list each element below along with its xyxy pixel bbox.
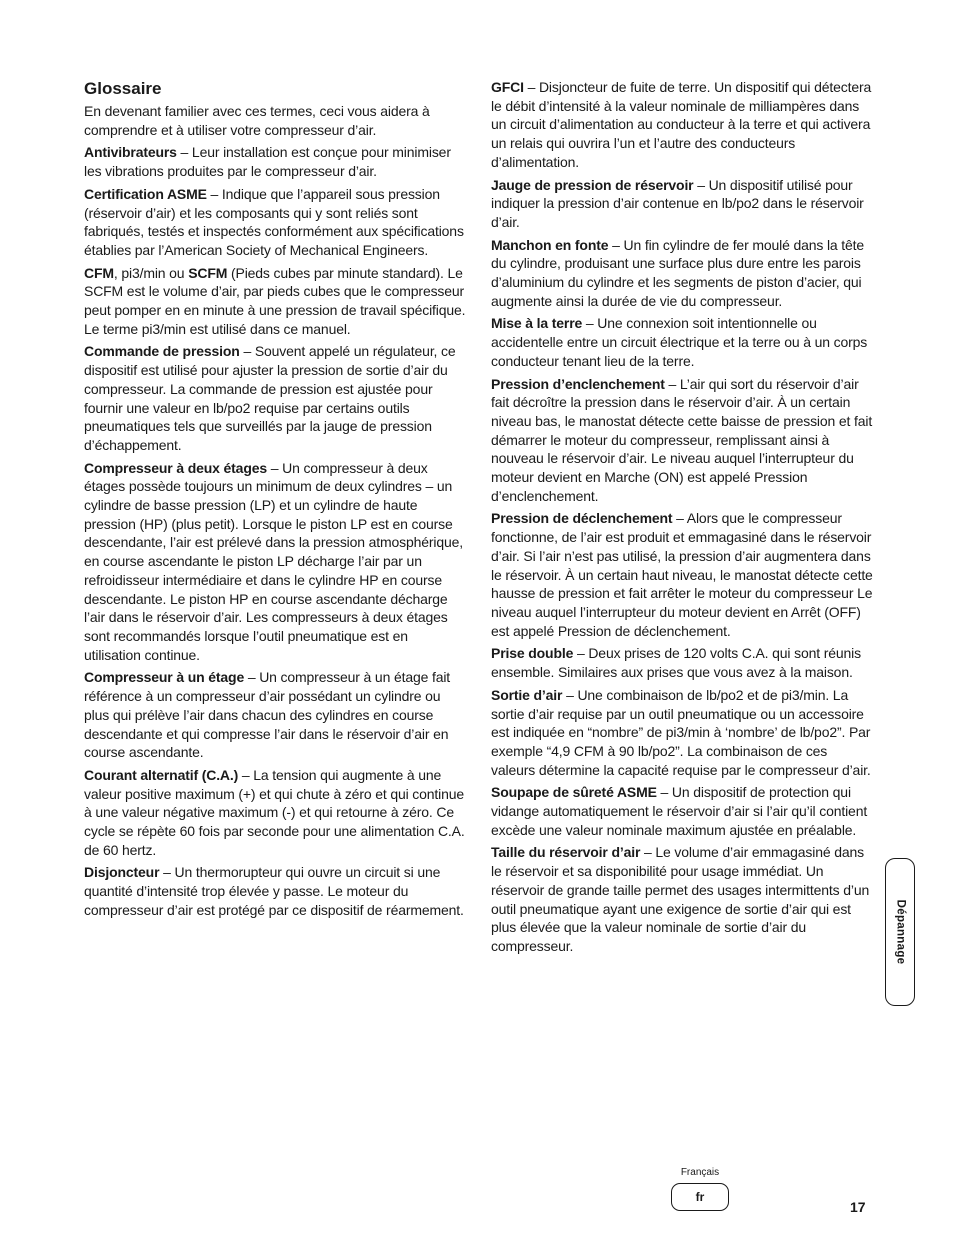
glossary-entry xyxy=(84,863,466,919)
glossary-term: CFM xyxy=(84,264,114,281)
glossary-definition: – Un thermorupteur qui ouvre un circuit si une quantité d’intensité trop élevée y passe. Le moteur du compresseur d’air est protégé par ce dispositif de réarmement. xyxy=(84,864,464,918)
side-tab-label: Dépannage xyxy=(894,899,906,965)
glossary-definition: – Une connexion soit intentionnelle ou accidentelle entre un circuit électrique et la terre ou à un corps conducteur tenant lieu de la terre. xyxy=(491,315,868,369)
glossary-intro: En devenant familier avec ces termes, ceci vous aidera à comprendre et à utiliser votre compresseur d’air. xyxy=(84,103,430,138)
glossary-entry xyxy=(491,176,873,232)
glossary-definition: – Un compresseur à deux étages possède toujours un minimum de deux cylindres – un cylindre de basse pression (LP) et un cylindre de haute pression (HP) (plus petit). Lorsque le piston LP est en course descendante, l’air est prélevé dans la pression atmosphérique, en course ascendante le piston LP décharge l’air par un refroidisseur intermédiaire et dans le cylindre HP en course descendante. Le piston HP en course ascendante décharge l’air dans le réservoir d’air. Les compresseurs à deux étages sont recommandés lorsque l’outil pneumatique est en utilisation continue. xyxy=(84,459,464,663)
glossary-entry xyxy=(491,843,873,955)
glossary-term: Mise à la terre xyxy=(491,315,583,332)
glossary-definition: – Alors que le compresseur fonctionne, de l’air est produit et emmagasiné dans le réservoir d’air. Si l’air n’est pas utilisé, la pression d’air augmentera dans le réservoir. À un certain haut niveau, le manostat détecte cette hausse de pression et fait arrêter le moteur du compresseur Le niveau auquel l’interrupteur du moteur devient en Arrêt (OFF) est appelé Pression de déclenchement. xyxy=(491,510,873,639)
glossary-term: Compresseur à deux étages xyxy=(84,459,267,476)
glossary-entry xyxy=(491,509,873,640)
glossary-term: Antivibrateurs xyxy=(84,144,177,161)
glossary-definition: – Deux prises de 120 volts C.A. qui sont réunis ensemble. Similaires aux prises que vous avez à la maison. xyxy=(491,645,861,681)
glossary-entry xyxy=(491,375,873,506)
glossary-entry xyxy=(84,668,466,762)
glossary-term: GFCI xyxy=(491,79,524,95)
glossary-definition: – Une combinaison de lb/po2 et de pi3/min. La sortie d’air requise par un outil pneumatique ou un accessoire est indiquée en “nombre” de pi3/min à ‘nombre’ de lb/po2”. Par exemple “4,9 CFM à 90 lb/po2”. La combinaison de ces valeurs détermine la capacité requise par le compresseur d’air. xyxy=(491,686,871,778)
glossary-entry xyxy=(84,459,466,665)
glossary-definition: – Souvent appelé un régulateur, ce dispositif est utilisé pour ajuster la pression de sortie d’air du compresseur. La commande de pression est ajustée pour fournir une valeur en lb/po2 requise par certains outils pneumatiques tels que surveillés par la jauge de pression d’échappement. xyxy=(84,343,456,453)
glossary-term: Commande de pression xyxy=(84,343,240,360)
glossary-term: Sortie d’air xyxy=(491,686,563,703)
glossary-entry xyxy=(84,264,466,339)
page-number: 17 xyxy=(850,1199,866,1215)
glossary-term: Compresseur à un étage xyxy=(84,669,245,686)
language-badge xyxy=(671,1183,729,1211)
glossary-term: Manchon en fonte xyxy=(491,236,609,253)
glossary-definition: – Un fin cylindre de fer moulé dans la tête du cylindre, produisant une surface plus dure entre les parois d’aluminium du cylindre et les segments de piston d’acier, qui augmente ainsi la durée de vie du compresseur. xyxy=(491,236,865,309)
section-side-tab xyxy=(885,858,915,1006)
glossary-term: Soupape de sûreté ASME xyxy=(491,784,657,801)
glossary-entry xyxy=(491,644,873,681)
glossary-term: Pression d’enclenchement xyxy=(491,375,665,392)
glossary-definition-connector: , pi3/min ou xyxy=(113,264,189,281)
glossary-definition: (Pieds cubes par minute standard). Le SCFM est le volume d’air, par pieds cubes que le compresseur peut pomper en en minute à une pression de travail spécifique. Le terme pi3/min est utilisé dans ce manuel. xyxy=(84,264,466,337)
glossary-entry xyxy=(84,766,466,860)
language-code: fr xyxy=(695,1190,705,1204)
glossary-definition: – La tension qui augmente à une valeur positive maximum (+) et qui chute à zéro et qui continue à une valeur négative maximum (-) et qui retourne à zéro. Ce cycle se répète 60 fois par seconde pour une alimentation C.A. de 60 hertz. xyxy=(84,766,465,858)
glossary-left-column xyxy=(84,78,466,924)
glossary-term: Prise double xyxy=(491,645,574,662)
glossary-term: Disjoncteur xyxy=(84,864,160,881)
glossary-term: Courant alternatif (C.A.) xyxy=(84,766,239,783)
glossary-definition: – Un dispositif de protection qui vidange automatiquement le réservoir d’air si l’air qu’il contient excède une valeur nominale maximum ajustée en préalable. xyxy=(491,784,868,838)
glossary-entry xyxy=(84,143,466,180)
glossary-term: Taille du réservoir d’air xyxy=(491,844,641,861)
glossary-entry xyxy=(491,314,873,370)
glossary-term: Jauge de pression de réservoir xyxy=(491,176,694,193)
glossary-term: Certification ASME xyxy=(84,185,207,202)
glossary-entry xyxy=(84,185,466,260)
glossary-right-column xyxy=(491,78,873,960)
glossary-definition: – Disjoncteur de fuite de terre. Un dispositif qui détectera le débit d’intensité à la valeur nominale de milliampères dans un circuit d’alimentation au conducteur à la terre et qui activera un relais qui ouvrira l’un et l’autre des conducteurs d’alimentation. xyxy=(491,79,872,170)
glossary-term-alt: SCFM xyxy=(188,264,228,281)
language-label: Français xyxy=(680,1167,720,1178)
glossary-definition: – Un dispositif utilisé pour indiquer la pression d’air contenue en lb/po2 dans le réservoir d’air. xyxy=(491,176,864,230)
glossary-entry xyxy=(84,342,466,454)
glossary-definition: – Indique que l’appareil sous pression (réservoir d’air) et les composants qui y sont reliés sont fabriqués, testés et inspectés conformément aux spécifications établies par l’American Society of Mechanical Engineers. xyxy=(84,185,464,258)
glossary-entry xyxy=(491,236,873,311)
section-title: Glossaire xyxy=(84,79,162,98)
glossary-definition: – Le volume d’air emmagasiné dans le réservoir et sa disponibilité pour usage immédiat. Un réservoir de grande taille permet des usages intermittents d’un outil pneumatique ayant une exigence de sortie d’air qui est plus élevée que la valeur nominale de sortie d’air du compresseur. xyxy=(491,844,870,954)
glossary-definition: – Leur installation est conçue pour minimiser les vibrations produites par le compresseur d’air. xyxy=(84,144,451,180)
glossary-term: Pression de déclenchement xyxy=(491,510,673,527)
glossary-entry xyxy=(491,78,873,172)
glossary-definition: – L’air qui sort du réservoir d’air fait décroître la pression dans le réservoir d’air. À un certain niveau bas, le manostat détecte cette baisse de pression et fait démarrer le moteur du compresseur, remplissant ainsi à nouveau le réservoir d’air. Le niveau auquel l’interrupteur du moteur devient en Marche (ON) est appelé Pression d’enclenchement. xyxy=(491,375,873,504)
glossary-entry xyxy=(491,783,873,839)
glossary-definition: – Un compresseur à un étage fait référence à un compresseur d’air possédant un cylindre ou plus qui prélève l’air dans chacun des cylindres en course descendante et qui compresse l’air dans le réservoir d’air en course ascendante. xyxy=(84,669,451,761)
glossary-entry xyxy=(491,686,873,780)
